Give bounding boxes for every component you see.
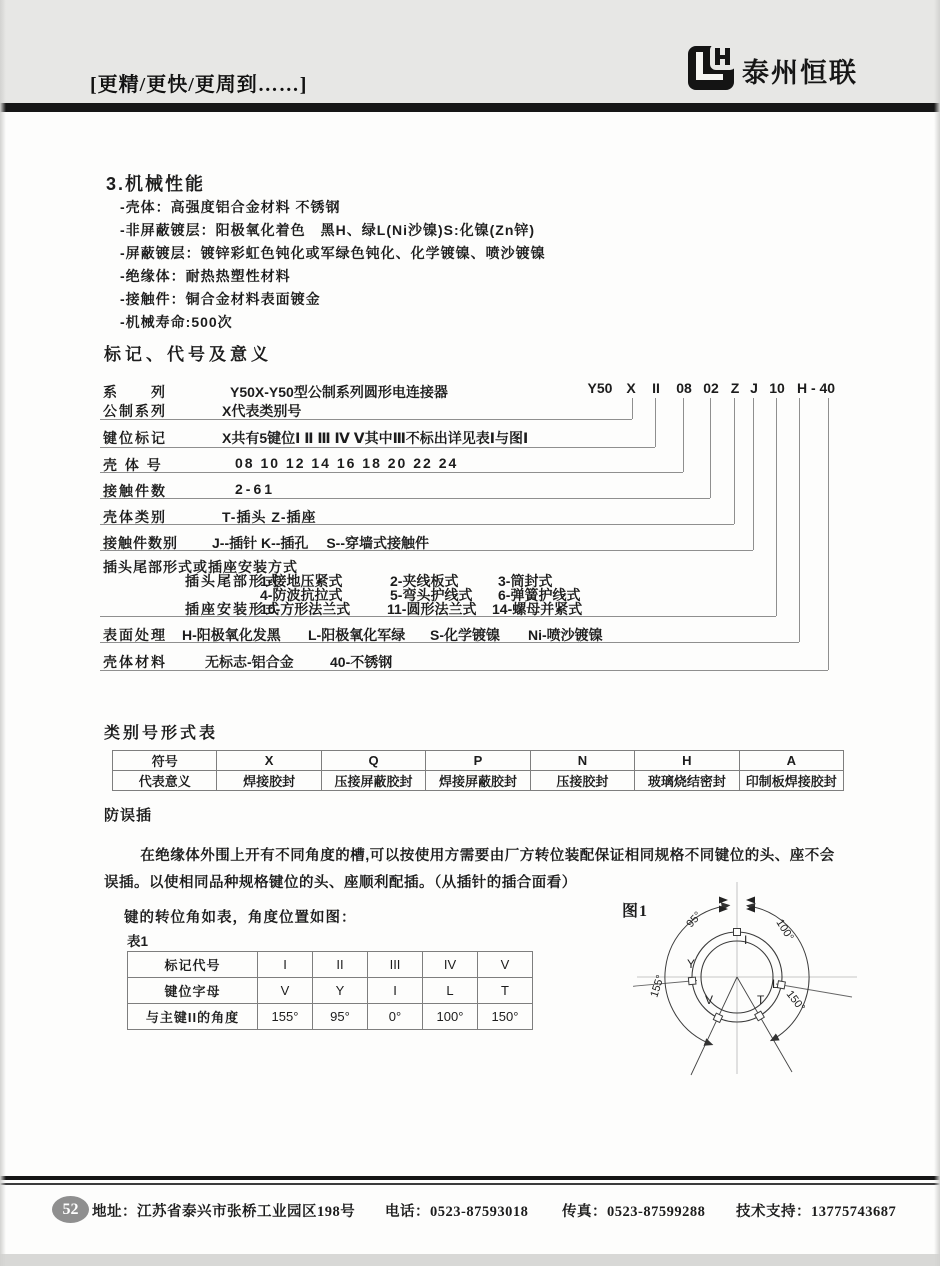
marking-item: L-阳极氧化军绿 (308, 627, 406, 643)
marking-sub-label: 插座安装形式 (185, 601, 281, 617)
table-cell: X (217, 751, 321, 771)
table-cell: 键位字母 (128, 978, 258, 1004)
table-cell: IV (423, 952, 478, 978)
dim-label: 150° (783, 988, 808, 1014)
mechanical-spec-list (120, 196, 546, 334)
marking-row-label: 插头尾部形式或插座安装方式 (103, 559, 298, 575)
connector-line (100, 447, 655, 448)
figure1-label: 图1 (622, 903, 649, 920)
marking-row-desc: 2-61 (235, 481, 276, 497)
key-letter: V (705, 993, 714, 1007)
marking-item: 2-夹线板式 (390, 573, 459, 589)
code-segment-key-position: II (652, 380, 660, 396)
table-cell: L (423, 978, 478, 1004)
connector-line (734, 398, 735, 524)
marking-row-label: 壳体材料 (103, 654, 167, 670)
code-segment-shell-size: 08 (676, 380, 692, 396)
table-cell: V (478, 952, 533, 978)
table-cell: 焊接胶封 (217, 771, 321, 791)
table-cell: 符号 (113, 751, 217, 771)
page-edge-shadow-left (0, 0, 6, 1266)
table-cell: 100° (423, 1004, 478, 1030)
footer-support: 技术支持：13775743687 (736, 1204, 897, 1220)
connector-line (632, 398, 633, 419)
mech-spec-item: -绝缘体：耐热热塑性材料 (120, 268, 291, 284)
table-cell: V (258, 978, 313, 1004)
table-cell: 标记代号 (128, 952, 258, 978)
table-row (128, 978, 533, 1004)
page-edge-shadow-right (934, 0, 940, 1266)
slogan-text: [更精/更快/更周到……] (90, 74, 308, 96)
table-row (113, 751, 844, 771)
code-segment-category: X (626, 380, 636, 396)
marking-item: 6-弹簧护线式 (498, 587, 581, 603)
marking-row-label: 公制系列 (103, 403, 167, 419)
table-cell: 印制板焊接胶封 (739, 771, 843, 791)
dim-label: 155° (648, 973, 667, 999)
mech-spec-item: -机械寿命:500次 (120, 314, 233, 330)
key-angle-heading: 键的转位角如表，角度位置如图： (124, 910, 357, 926)
connector-line (655, 398, 656, 447)
connector-line (799, 398, 800, 642)
table-cell: Q (321, 751, 425, 771)
marking-sub-label: 插头尾部形式 (185, 573, 281, 589)
table-cell: 压接胶封 (530, 771, 634, 791)
marking-item: 40-不锈钢 (330, 654, 393, 670)
footer-divider (0, 1176, 940, 1180)
dim-label: 95° (684, 909, 705, 931)
mech-spec-item: -屏蔽镀层：镀锌彩虹色钝化或军绿色钝化、化学镀镍、喷沙镀镍 (120, 245, 546, 261)
table-cell: 95° (313, 1004, 368, 1030)
marking-row-desc: Y50X-Y50型公制系列圆形电连接器 (230, 384, 448, 400)
table-cell: 与主键II的角度 (128, 1004, 258, 1030)
table-cell: 0° (368, 1004, 423, 1030)
code-segment-finish-material: H - 40 (796, 380, 836, 396)
key-letter: T (757, 993, 765, 1007)
category-table (112, 750, 844, 791)
marking-item: Ni-喷沙镀镍 (528, 627, 603, 643)
table-cell: III (368, 952, 423, 978)
footer-divider-thin (0, 1183, 940, 1185)
marking-row-label: 接触件数别 (103, 535, 178, 551)
marking-row-label: 接触件数 (103, 483, 167, 499)
marking-row-label: 表面处理 (103, 627, 167, 643)
marking-row-label: 壳体类别 (103, 509, 167, 525)
marking-item: 1-接地压紧式 (260, 573, 343, 589)
mech-spec-item: -壳体：高强度铝合金材料 不锈钢 (120, 199, 341, 215)
table-cell: I (368, 978, 423, 1004)
marking-item: 无标志-铝合金 (205, 654, 294, 670)
footer-fax: 传真：0523-87599288 (562, 1204, 706, 1220)
table-cell: 焊接屏蔽胶封 (426, 771, 530, 791)
table-cell: H (635, 751, 739, 771)
marking-item: 4-防波抗拉式 (260, 587, 343, 603)
connector-line (776, 398, 777, 616)
connector-line (100, 642, 799, 643)
mech-spec-item: -非屏蔽镀层：阳极氧化着色 黑H、绿L(Ni沙镍)S:化镍(Zn锌) (120, 222, 536, 238)
connector-line (100, 616, 776, 617)
marking-item: 14-螺母并紧式 (492, 601, 583, 617)
table-cell: I (258, 952, 313, 978)
marking-row-desc: X共有5键位Ⅰ Ⅱ Ⅲ Ⅳ Ⅴ其中Ⅲ不标出详见表Ⅰ与图Ⅰ (222, 430, 529, 446)
table-cell: 代表意义 (113, 771, 217, 791)
section-title-marking: 标记、代号及意义 (104, 345, 272, 364)
table-cell: N (530, 751, 634, 771)
page-header (0, 0, 940, 103)
key-letter: L (772, 977, 779, 991)
key-angle-table (127, 951, 533, 1030)
marking-row-label: 键位标记 (103, 430, 167, 446)
page-number-badge: 52 (52, 1196, 89, 1223)
footer-address: 地址：江苏省泰兴市张桥工业园区198号 (92, 1204, 356, 1220)
connector-line (100, 472, 683, 473)
marking-row-label: 系 列 (103, 384, 167, 400)
connector-line (100, 550, 753, 551)
footer-phone: 电话：0523-87593018 (385, 1204, 529, 1220)
connector-line (683, 398, 684, 472)
table-row (128, 1004, 533, 1030)
key-letter: Y (687, 957, 696, 971)
category-table-title: 类别号形式表 (104, 725, 219, 742)
marking-row-desc: 08 10 12 14 16 18 20 22 24 (235, 455, 459, 471)
marking-item: H-阳极氧化发黑 (182, 627, 281, 643)
page-edge-shadow-bottom (0, 1254, 940, 1266)
code-segment-series: Y50 (587, 380, 613, 396)
table-cell: 压接屏蔽胶封 (321, 771, 425, 791)
connector-line (100, 498, 710, 499)
table-cell: A (739, 751, 843, 771)
marking-code-diagram (100, 380, 860, 680)
code-segment-mount: 10 (769, 380, 785, 396)
key-position-figure (633, 880, 861, 1078)
marking-item: 10-方形法兰式 (260, 601, 351, 617)
marking-item: S-化学镀镍 (430, 627, 500, 643)
section-title-mechanical: 3.机械性能 (106, 174, 206, 194)
connector-line (753, 398, 754, 550)
header-divider-bar (0, 103, 940, 112)
connector-line (100, 670, 828, 671)
anti-misplug-title: 防误插 (104, 807, 153, 824)
code-segment-shell-type: Z (730, 380, 740, 396)
table-cell: T (478, 978, 533, 1004)
code-segment-contact-type: J (750, 380, 758, 396)
connector-line (828, 398, 829, 670)
marking-row-desc: J--插针 K--插孔 S--穿墙式接触件 (212, 535, 429, 551)
table-cell: P (426, 751, 530, 771)
dim-label: 100° (773, 917, 796, 943)
brand-block (688, 46, 858, 95)
table1-label: 表1 (127, 934, 149, 949)
marking-row-desc: X代表类别号 (222, 403, 302, 419)
marking-item: 11-圆形法兰式 (387, 601, 477, 617)
marking-item: 3-筒封式 (498, 573, 553, 589)
marking-item: 5-弯头护线式 (390, 587, 473, 603)
connector-line (100, 419, 632, 420)
mech-spec-item: -接触件：铜合金材料表面镀金 (120, 291, 321, 307)
connector-line (710, 398, 711, 498)
company-logo-icon (688, 46, 734, 95)
marking-row-label: 壳 体 号 (103, 457, 163, 473)
table-row (113, 771, 844, 791)
marking-row-desc: T-插头 Z-插座 (222, 509, 317, 525)
table-cell: 155° (258, 1004, 313, 1030)
connector-line (100, 524, 734, 525)
table-cell: 玻璃烧结密封 (635, 771, 739, 791)
table-row (128, 952, 533, 978)
key-letter: I (744, 933, 748, 947)
table-cell: 150° (478, 1004, 533, 1030)
company-name: 泰州恒联 (742, 58, 858, 88)
table-cell: II (313, 952, 368, 978)
table-cell: Y (313, 978, 368, 1004)
anti-misplug-paragraph: 在绝缘体外围上开有不同角度的槽,可以按使用方需要由厂方转位装配保证相同规格不同键位的头、座不会误插。以使相同品种规格键位的头、座顺利配插。（从插针的插合面看） (104, 847, 835, 891)
code-segment-contact-count: 02 (703, 380, 719, 396)
